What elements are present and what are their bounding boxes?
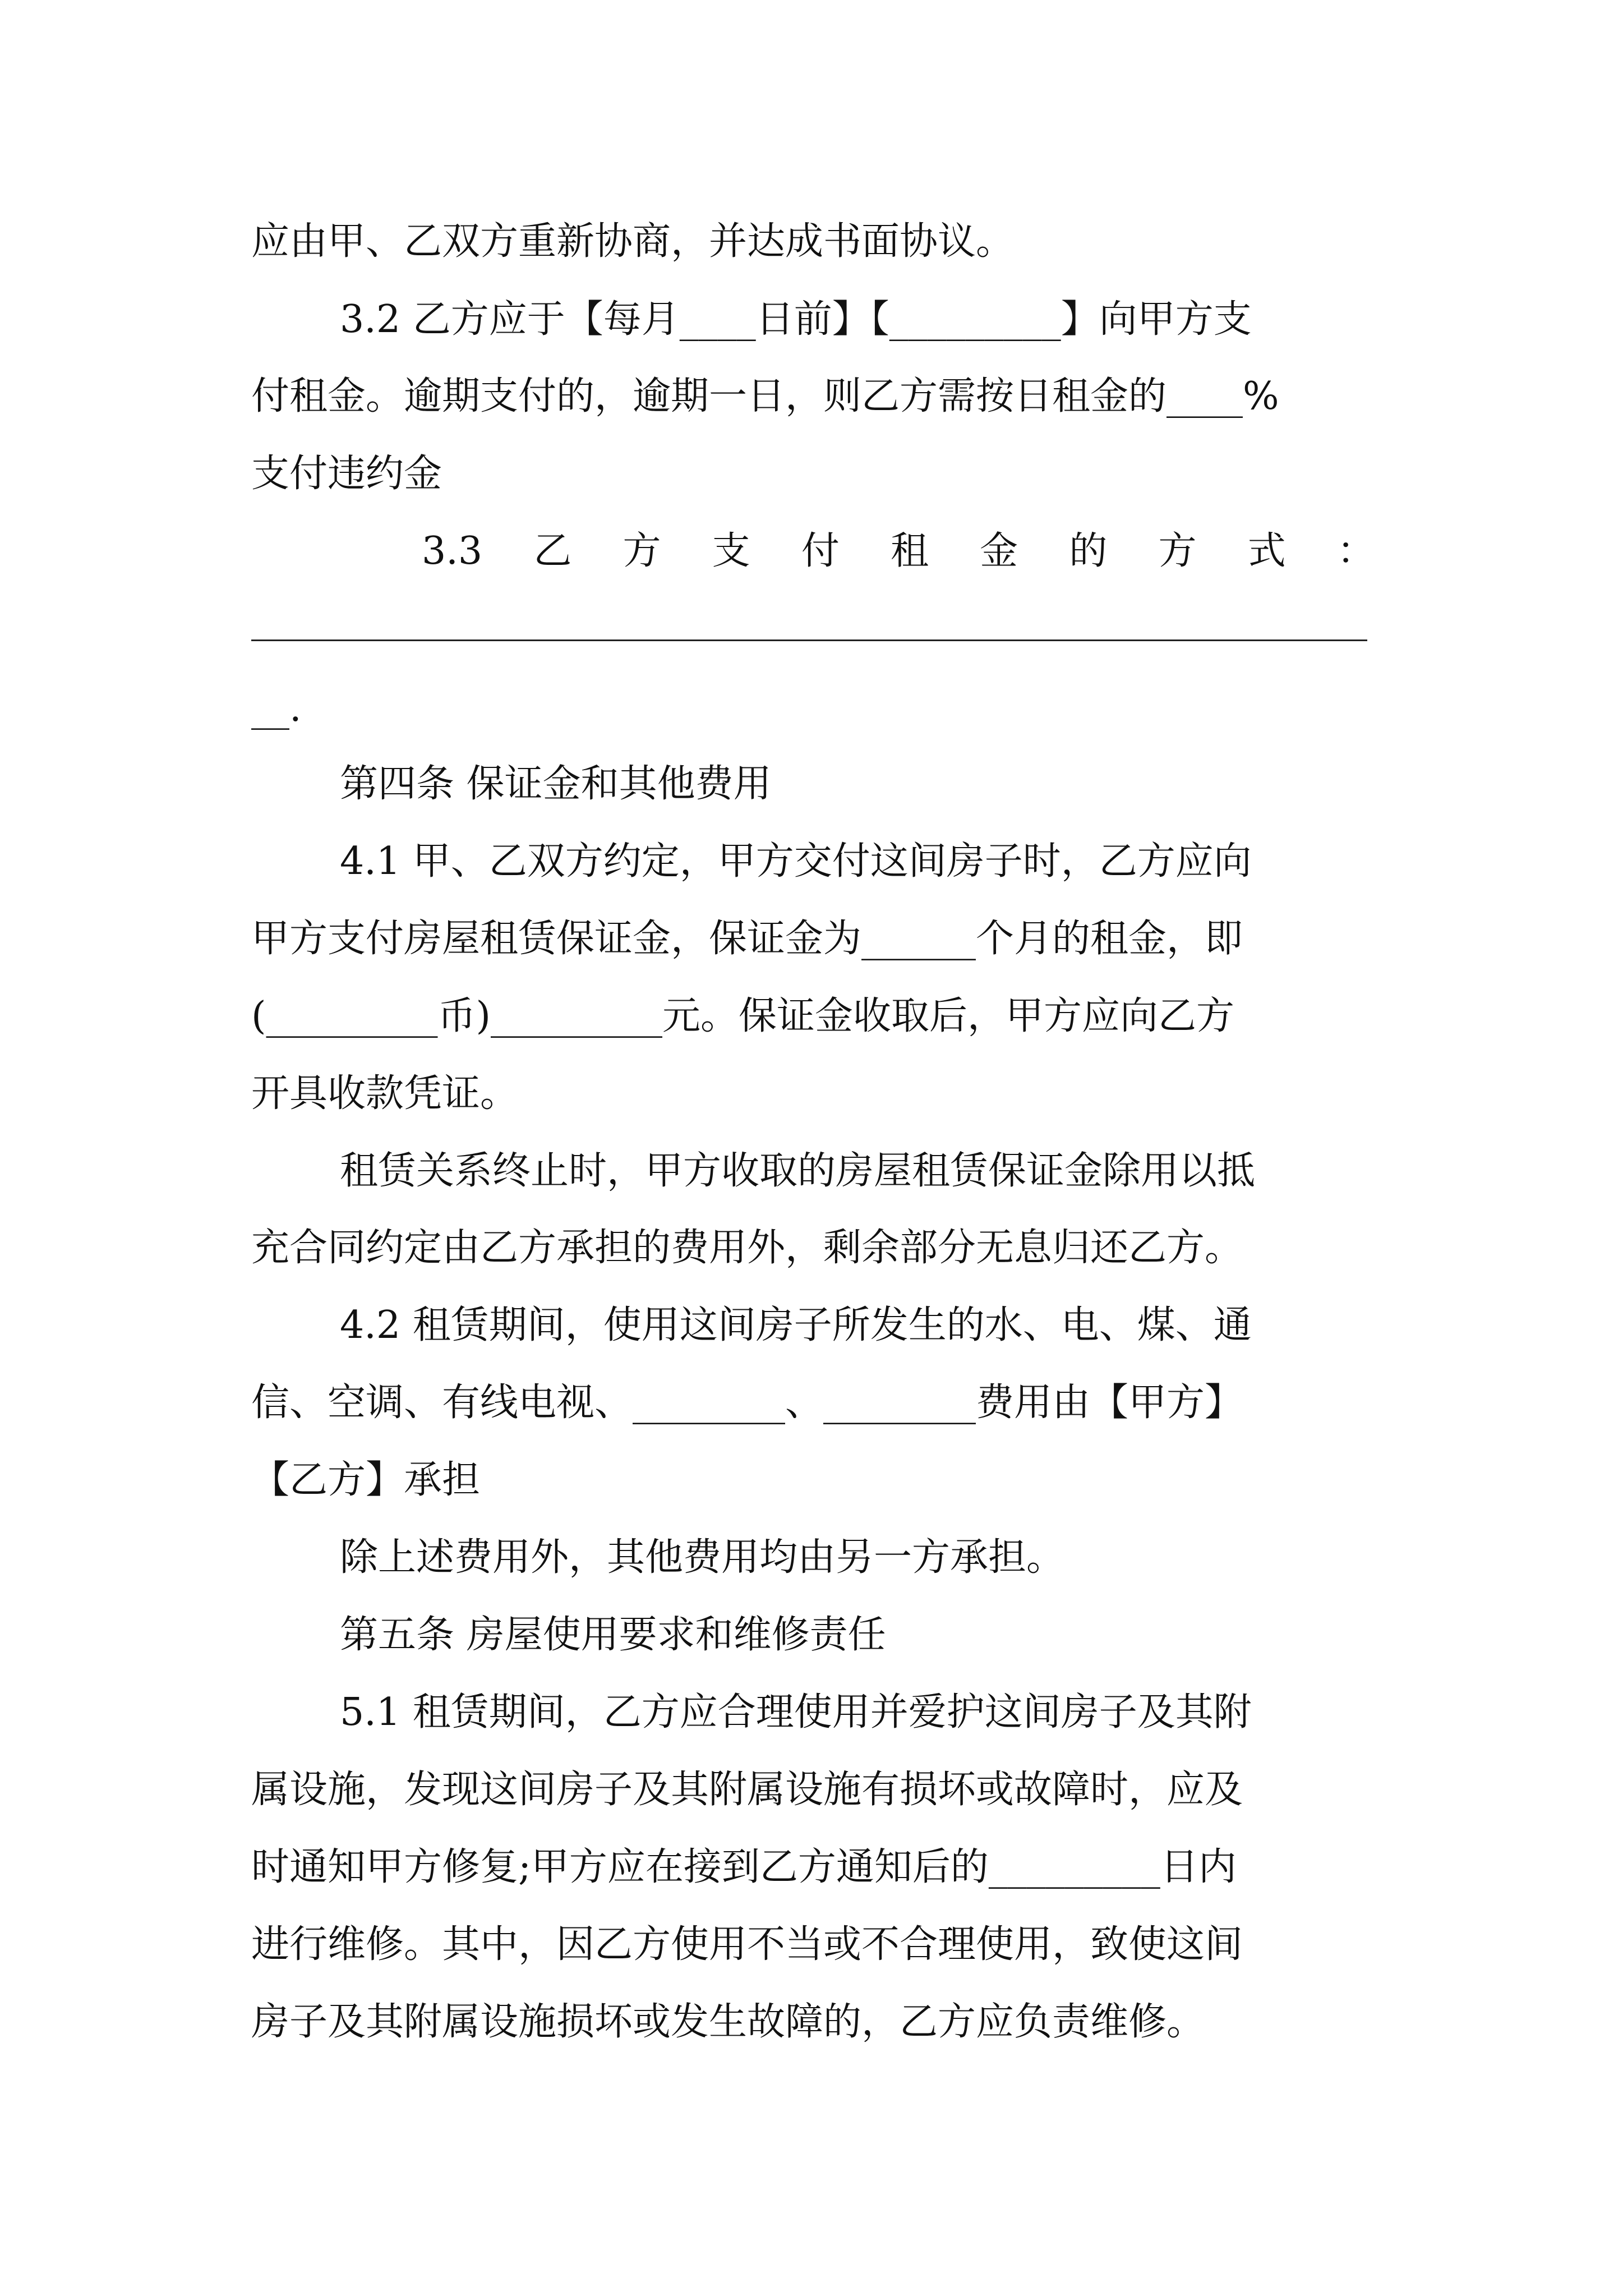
spaced-char: 的: [1069, 529, 1108, 573]
section-heading: 第四条 保证金和其他费用: [340, 762, 772, 806]
spaced-char: 金: [980, 529, 1018, 573]
spaced-char: 乙: [533, 529, 572, 573]
payment-method-line: [422, 521, 1375, 582]
paragraph-line: 5.1 租赁期间，乙方应合理使用并爱护这间房子及其附: [340, 1690, 1252, 1734]
spaced-char: 方: [1158, 529, 1197, 573]
paragraph-line: (_________币)_________元。保证金收取后，甲方应向乙方: [251, 994, 1235, 1038]
paragraph-line: 付租金。逾期支付的，逾期一日，则乙方需按日租金的____%: [251, 374, 1279, 418]
paragraph-line: 时通知甲方修复;甲方应在接到乙方通知后的_________日内: [251, 1845, 1237, 1889]
paragraph-line: 甲方支付房屋租赁保证金，保证金为______个月的租金，即: [251, 917, 1243, 961]
spaced-char: 租: [891, 529, 929, 573]
paragraph-line: 【乙方】承担: [251, 1458, 481, 1502]
spaced-char: 支: [712, 529, 750, 573]
paragraph-line: __.: [251, 686, 302, 730]
spaced-char: 方: [623, 529, 661, 573]
clause-number: 3.3: [422, 529, 483, 573]
section-heading: 第五条 房屋使用要求和维修责任: [340, 1613, 886, 1657]
spaced-char: 式: [1247, 529, 1286, 573]
paragraph-line: 开具收款凭证。: [251, 1071, 519, 1116]
paragraph-line: 应由甲、乙双方重新协商，并达成书面协议。: [251, 219, 1015, 264]
paragraph-line: 房子及其附属设施损坏或发生故障的，乙方应负责维修。: [251, 2000, 1205, 2044]
paragraph-line: 支付违约金: [251, 452, 442, 496]
spaced-char: ：: [1336, 529, 1375, 573]
paragraph-line: 3.2 乙方应于【每月____日前】【_________】向甲方支: [340, 297, 1252, 342]
paragraph-line: 信、空调、有线电视、________、________费用由【甲方】: [251, 1381, 1243, 1425]
paragraph-line: 租赁关系终止时，甲方收取的房屋租赁保证金除用以抵: [340, 1149, 1256, 1193]
paragraph-line: 4.1 甲、乙双方约定，甲方交付这间房子时，乙方应向: [340, 839, 1252, 884]
spaced-char: 付: [801, 529, 840, 573]
paragraph-line: 4.2 租赁期间，使用这间房子所发生的水、电、煤、通: [340, 1303, 1252, 1347]
paragraph-line: 除上述费用外，其他费用均由另一方承担。: [340, 1535, 1065, 1580]
paragraph-line: 进行维修。其中，因乙方使用不当或不合理使用，致使这间: [251, 1922, 1243, 1967]
paragraph-line: 充合同约定由乙方承担的费用外，剩余部分无息归还乙方。: [251, 1226, 1243, 1270]
paragraph-line: 属设施，发现这间房子及其附属设施有损坏或故障时，应及: [251, 1768, 1243, 1812]
fill-in-underline: [251, 639, 1367, 641]
